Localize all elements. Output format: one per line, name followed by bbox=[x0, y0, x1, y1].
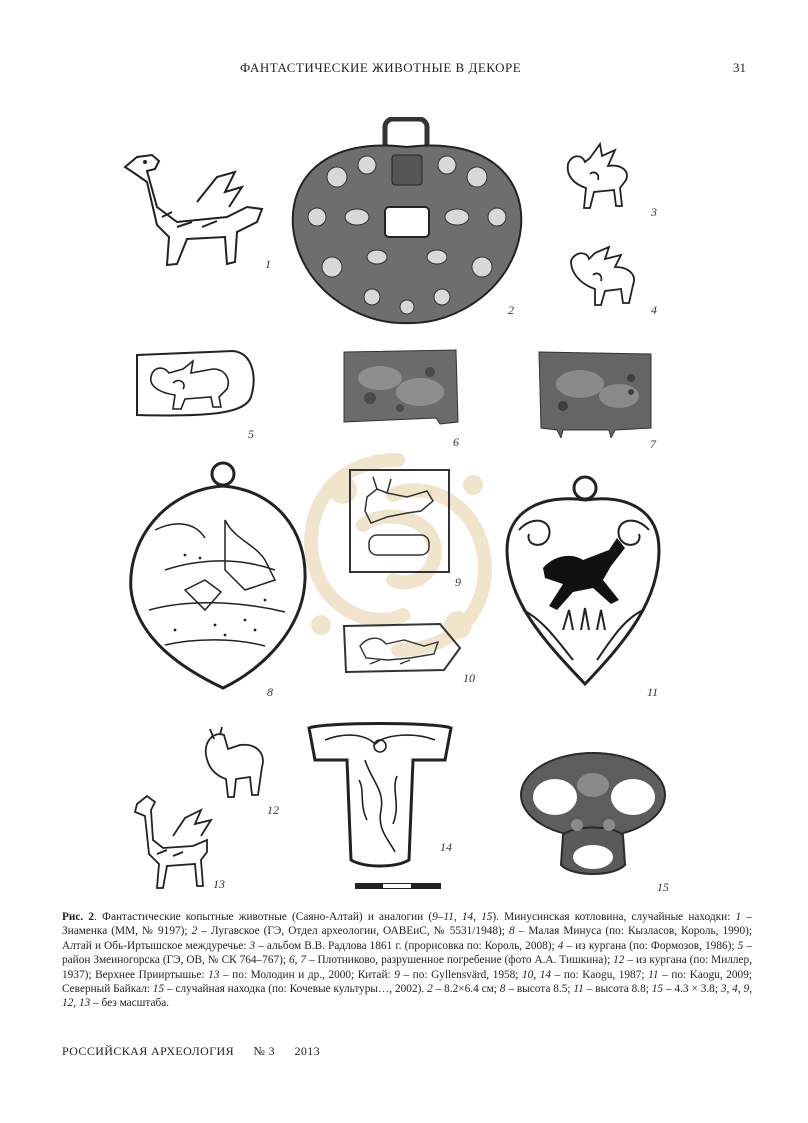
figure-number: 2 bbox=[508, 303, 514, 317]
caption-figure-ref: 8 bbox=[508, 925, 515, 938]
figure-number: 11 bbox=[647, 685, 659, 699]
caption-text: – 8.2×6.4 см; bbox=[432, 983, 500, 996]
caption-text: – по: Gyllensvärd, 1958; bbox=[399, 968, 523, 981]
figure-10-rectangular-plaque bbox=[340, 620, 465, 675]
running-title: ФАНТАСТИЧЕСКИЕ ЖИВОТНЫЕ В ДЕКОРЕ bbox=[240, 60, 522, 75]
figure-number: 3 bbox=[651, 205, 657, 219]
figure-number: 7 bbox=[650, 437, 656, 451]
figure-number: 12 bbox=[267, 803, 279, 817]
caption-figure-ref: 5 bbox=[737, 939, 744, 952]
caption-text: – из кургана (по: Миллер, 1937); Верхнее Прииртышье: bbox=[62, 954, 753, 981]
figure-6-bronze-plaque-photo bbox=[340, 348, 460, 426]
figure-number: 4 bbox=[651, 303, 657, 317]
figure-3-winged-beast bbox=[560, 140, 635, 212]
caption-figure-ref: 10, 14 bbox=[522, 968, 552, 981]
caption-text: – Знаменка (ММ, № 9197); bbox=[62, 911, 752, 938]
figure-number: 5 bbox=[248, 427, 254, 441]
caption-text: – без масштаба. bbox=[90, 997, 170, 1010]
caption-figure-ref: 4 bbox=[557, 939, 564, 952]
caption-figure-ref: 2 bbox=[427, 983, 433, 996]
caption-figure-ref: 3 bbox=[249, 939, 256, 952]
caption-figure-ref: 3, 4, 9, 12, 13 bbox=[62, 983, 752, 1010]
caption-figure-ref: 12 bbox=[613, 954, 625, 967]
page-number: 31 bbox=[733, 60, 746, 75]
caption-figure-ref: 15 bbox=[152, 983, 165, 996]
figure-15-openwork-buckle-photo bbox=[513, 745, 673, 880]
journal-name: РОССИЙСКАЯ АРХЕОЛОГИЯ bbox=[62, 1044, 235, 1058]
caption-text: – район Змеиногорска (ГЭ, ОВ, № СК 764–767); bbox=[62, 939, 753, 967]
caption-text: – высота 8.5; bbox=[505, 983, 574, 996]
figure-13-winged-horse bbox=[123, 790, 218, 890]
figure-number: 9 bbox=[455, 575, 461, 589]
caption-text: – Лугавское (ГЭ, Отдел археологии, ОАВЕиС, № 5531/1948); bbox=[197, 925, 509, 938]
figure-number: 15 bbox=[657, 880, 669, 894]
caption-text: – по: Молодин и др., 2000; Китай: bbox=[219, 968, 395, 981]
caption-figure-ref: 1 bbox=[735, 911, 742, 923]
figure-number: 8 bbox=[267, 685, 273, 699]
caption-text: – альбом В.В. Радлова 1861 г. (прорисовка по: Король, 2008); bbox=[255, 939, 558, 952]
journal-year: 2013 bbox=[294, 1044, 321, 1058]
caption-figure-ref: 11 bbox=[648, 968, 659, 981]
caption-figure-ref: 9–11, 14, 15 bbox=[432, 911, 493, 923]
caption-figure-ref: 9 bbox=[394, 968, 400, 981]
caption-text: – по: Kaogu, 2009; Северный Байкал: bbox=[62, 968, 752, 996]
caption-figure-ref: 13 bbox=[208, 968, 220, 981]
figure-4-winged-beast bbox=[565, 245, 645, 310]
figure-number: 13 bbox=[213, 877, 225, 891]
caption-text: ). Минусинская котловина, случайные находки: bbox=[492, 911, 736, 923]
caption-text: – Малая Минуса (по: Кызласов, Король, 1990); Алтай и Обь-Иртышское междуречье: bbox=[62, 925, 753, 952]
journal-footer bbox=[62, 1044, 336, 1059]
figure-number: 6 bbox=[453, 435, 459, 449]
caption-text: – 4.3 × 3.8; bbox=[663, 983, 721, 996]
figure-8-pendant-drawing bbox=[125, 460, 310, 690]
caption-text: – по: Kaogu, 1987; bbox=[551, 968, 649, 981]
caption-text: – Плотниково, разрушенное погребение (фото А.А. Тишкина); bbox=[306, 954, 614, 967]
caption-text: – случайная находка (по: Кочевые культуры…, 2002). bbox=[164, 983, 428, 996]
figure-1-horse-drawing bbox=[117, 147, 267, 272]
caption-label: Рис. 2 bbox=[62, 911, 95, 923]
caption-text: – высота 8.8; bbox=[583, 983, 652, 996]
caption-figure-ref: 8 bbox=[499, 983, 506, 996]
journal-issue: № 3 bbox=[253, 1044, 276, 1058]
caption-figure-ref: 11 bbox=[573, 983, 584, 996]
figure-7-bronze-plaque-photo bbox=[535, 348, 655, 438]
figure-11-openwork-plaque bbox=[493, 470, 663, 690]
figure-number: 10 bbox=[463, 671, 475, 685]
figure-2-openwork-plaque bbox=[287, 117, 527, 327]
figure-12-small-quadruped bbox=[200, 725, 270, 800]
caption-text: . Фантастические копытные животные (Саяно-Алтай) и аналогии ( bbox=[94, 911, 433, 923]
figure-9-square-plaque bbox=[347, 467, 452, 575]
figure-plate bbox=[95, 105, 715, 905]
caption-figure-ref: 2 bbox=[191, 925, 198, 938]
figure-number: 1 bbox=[265, 257, 271, 271]
caption-figure-ref: 6, 7 bbox=[288, 954, 307, 967]
figure-5-plaque-drawing bbox=[133, 347, 258, 419]
figure-14-t-shaped-plaque bbox=[305, 720, 455, 870]
caption-text: – из кургана (по: Формозов, 1986); bbox=[563, 939, 738, 952]
scale-bar bbox=[355, 883, 441, 889]
figure-number: 14 bbox=[440, 840, 452, 854]
figure-caption bbox=[62, 910, 752, 1011]
caption-figure-ref: 15 bbox=[651, 983, 664, 996]
